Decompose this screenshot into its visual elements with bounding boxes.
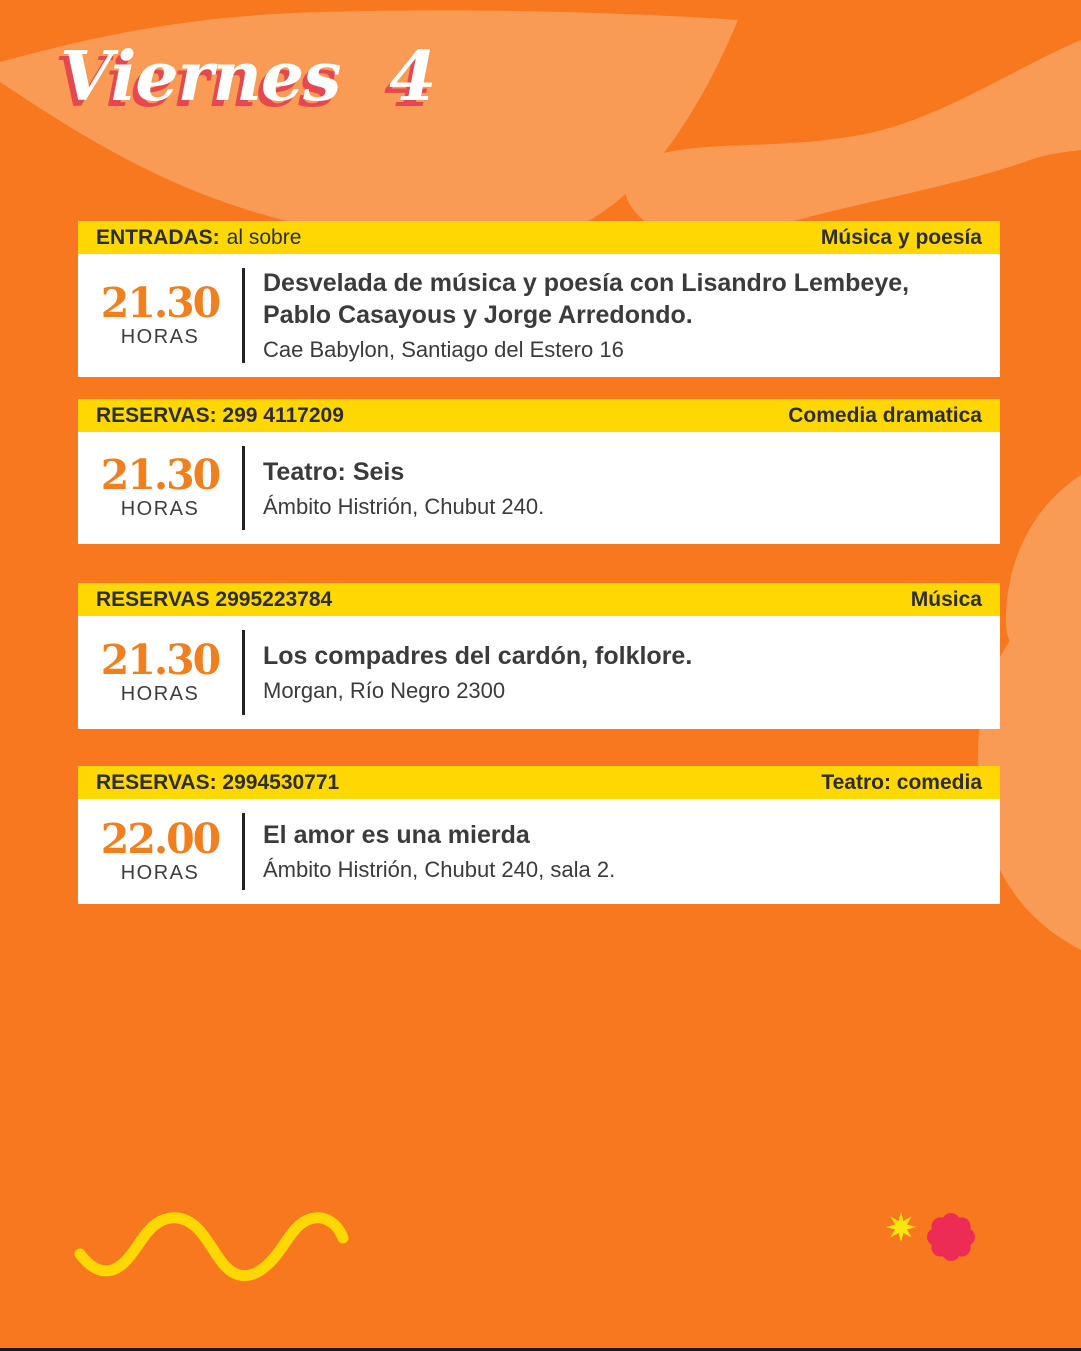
event-time bbox=[78, 278, 242, 349]
event-card bbox=[78, 799, 1000, 904]
category-label: Teatro: comedia bbox=[821, 771, 982, 794]
event-header-bar bbox=[78, 766, 1000, 799]
wavy-line-icon bbox=[72, 1208, 352, 1288]
time-unit-label: HORAS bbox=[120, 861, 200, 884]
time-unit-label: HORAS bbox=[120, 498, 200, 520]
category-label: Música y poesía bbox=[820, 226, 982, 249]
time-value: 21.30 bbox=[100, 635, 220, 684]
tickets-value: al sobre bbox=[226, 226, 302, 249]
tickets-label: ENTRADAS: bbox=[96, 226, 220, 249]
divider bbox=[242, 268, 245, 363]
time-value: 21.30 bbox=[100, 278, 220, 327]
page-title: Viernes 4 bbox=[60, 37, 436, 117]
time-value: 22.00 bbox=[100, 814, 220, 863]
event-info bbox=[263, 267, 1000, 363]
event-header-bar bbox=[78, 221, 1000, 254]
event-time bbox=[78, 635, 242, 706]
reservations-info bbox=[96, 405, 344, 426]
event-header-bar bbox=[78, 583, 1000, 616]
event-venue: Ámbito Histrión, Chubut 240, sala 2. bbox=[263, 857, 616, 883]
event-title: El amor es una mierda bbox=[263, 821, 530, 850]
event-title: Desvelada de música y poesía con Lisandro Lembeye, Pablo Casayous y Jorge Arredondo. bbox=[263, 269, 910, 330]
event-card bbox=[78, 616, 1000, 729]
event-block-4 bbox=[78, 766, 1000, 904]
event-header-bar bbox=[78, 399, 1000, 432]
reservations-label: RESERVAS: 299 4117209 bbox=[96, 404, 344, 427]
event-venue: Cae Babylon, Santiago del Estero 16 bbox=[263, 337, 624, 363]
divider bbox=[242, 630, 245, 715]
category-label: Comedia dramatica bbox=[788, 404, 982, 427]
reservations-info bbox=[96, 772, 339, 793]
event-time bbox=[78, 451, 242, 521]
event-info bbox=[263, 640, 1000, 704]
event-card bbox=[78, 254, 1000, 377]
time-unit-label: HORAS bbox=[120, 682, 200, 705]
divider bbox=[242, 813, 245, 890]
starburst-icon bbox=[886, 1212, 916, 1242]
event-info bbox=[263, 456, 1000, 520]
event-title: Los compadres del cardón, folklore. bbox=[263, 642, 693, 671]
flower-icon bbox=[926, 1212, 976, 1262]
event-block-1 bbox=[78, 221, 1000, 377]
event-title: Teatro: Seis bbox=[263, 457, 405, 486]
divider bbox=[242, 446, 245, 530]
category-label: Música bbox=[910, 588, 982, 611]
time-value: 21.30 bbox=[100, 451, 220, 499]
event-block-3 bbox=[78, 583, 1000, 729]
event-info bbox=[263, 819, 1000, 883]
event-venue: Morgan, Río Negro 2300 bbox=[263, 678, 506, 704]
reservations-info bbox=[96, 589, 332, 610]
event-block-2 bbox=[78, 399, 1000, 544]
time-unit-label: HORAS bbox=[120, 325, 200, 348]
tickets-info bbox=[96, 227, 301, 248]
reservations-label: RESERVAS 2995223784 bbox=[96, 588, 333, 611]
reservations-label: RESERVAS: 2994530771 bbox=[96, 771, 340, 794]
event-time bbox=[78, 814, 242, 885]
event-venue: Ámbito Histrión, Chubut 240. bbox=[263, 493, 545, 519]
event-card bbox=[78, 432, 1000, 544]
